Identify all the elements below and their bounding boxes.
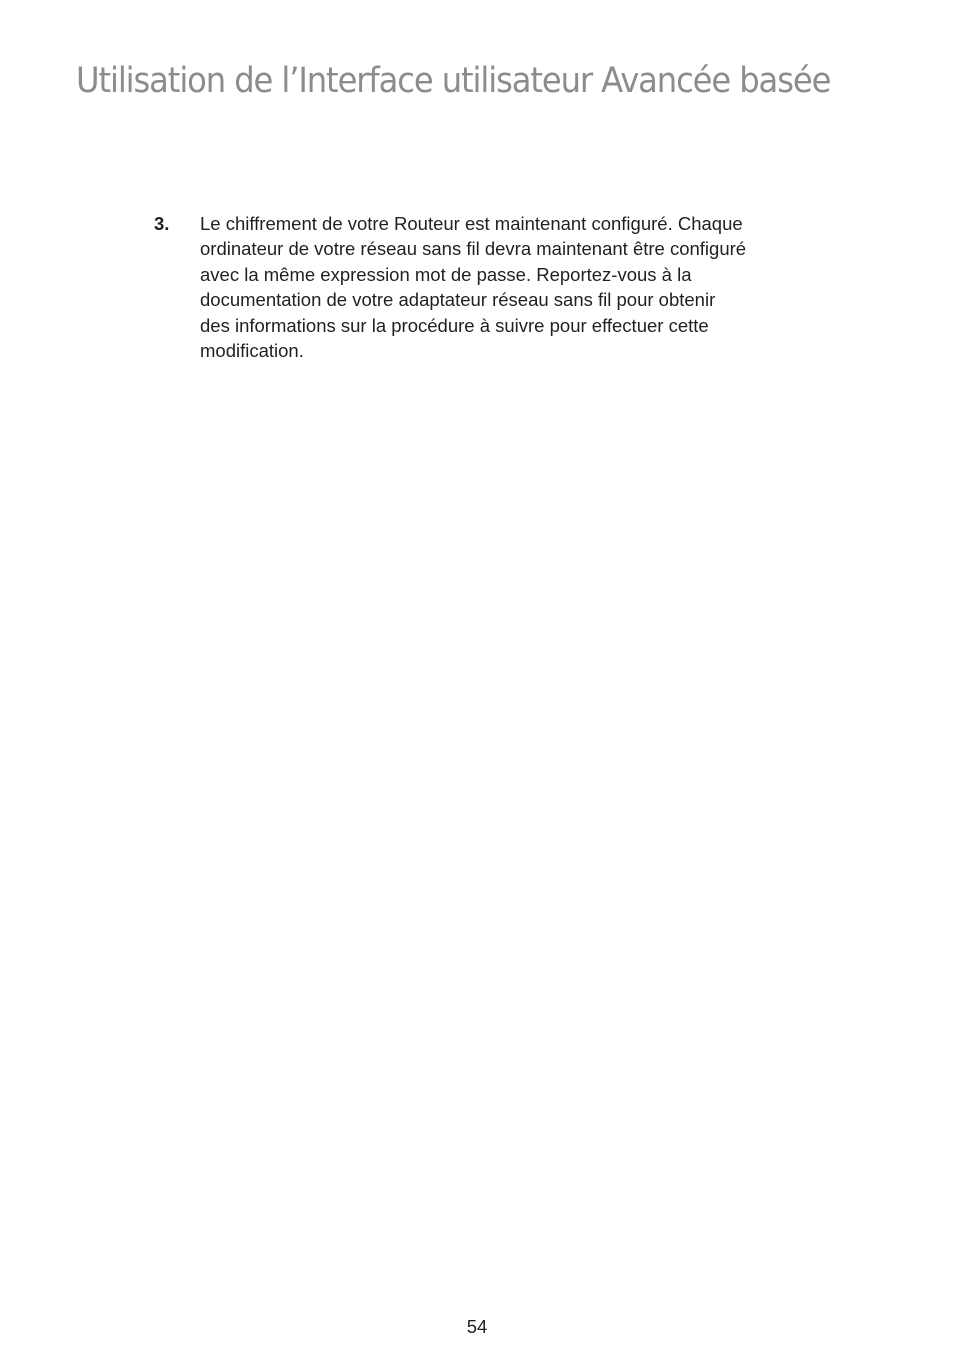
step-text-line: des informations sur la procédure à suivre pour effectuer cette — [200, 314, 709, 336]
step-number: 3. — [154, 213, 170, 234]
step-text-line: modification. — [200, 340, 304, 362]
step-text-line: avec la même expression mot de passe. Reportez-vous à la — [200, 263, 692, 285]
numbered-step — [154, 211, 854, 363]
page-number: 54 — [466, 1316, 488, 1337]
step-text-line: ordinateur de votre réseau sans fil devra maintenant être configuré — [200, 238, 747, 260]
step-text-line: Le chiffrement de votre Routeur est maintenant configuré. Chaque — [200, 213, 743, 234]
step-paragraph — [200, 211, 854, 363]
step-text-line: documentation de votre adaptateur réseau sans fil pour obtenir — [200, 289, 716, 311]
page-title: Utilisation de l’Interface utilisateur Avancée basée — [76, 61, 831, 101]
